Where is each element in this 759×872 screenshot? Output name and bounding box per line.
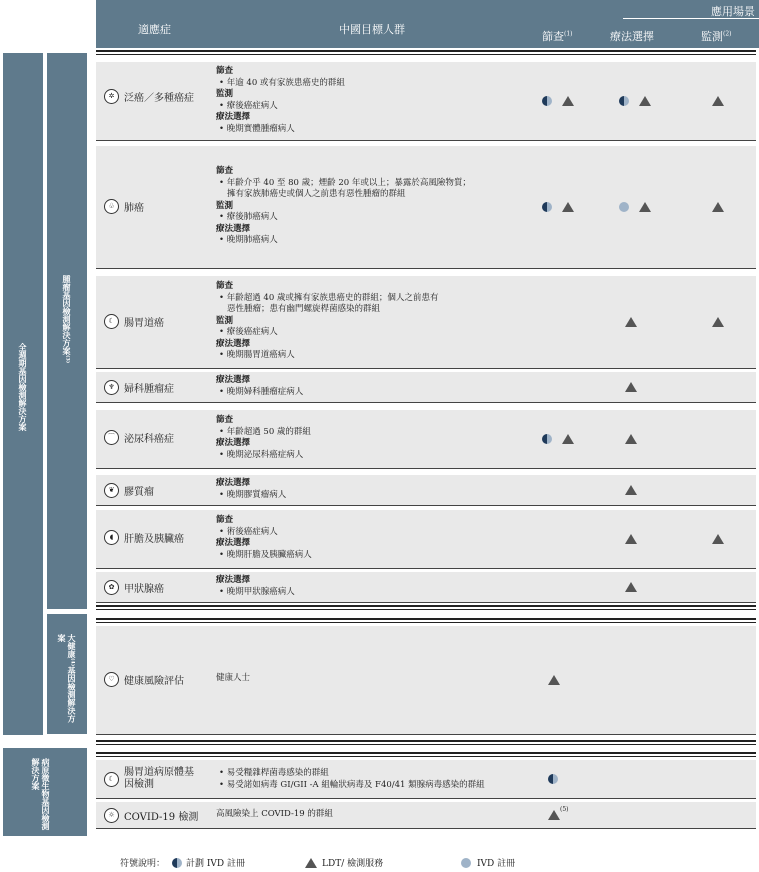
triangle-icon <box>712 317 724 327</box>
scenario-heading: 療法選擇 <box>216 112 251 122</box>
triangle-icon <box>639 202 651 212</box>
monitoring-header <box>701 28 732 44</box>
indication-cell <box>104 483 154 498</box>
triangle-icon <box>562 434 574 444</box>
table-row <box>96 146 756 269</box>
table-row <box>96 510 756 569</box>
indication-cell <box>104 199 144 214</box>
liver-icon: ◖ <box>104 530 119 545</box>
legend-ivd: IVD 註冊 <box>477 859 516 869</box>
heart-icon: ♡ <box>104 672 119 687</box>
stomach-icon: ☾ <box>104 772 119 787</box>
indication-name: 腸胃道病原體基因檢測 <box>124 767 194 790</box>
full-circle-icon <box>461 858 471 868</box>
indication-cell <box>104 767 194 791</box>
legend-title: 符號說明： <box>120 859 166 869</box>
indication-cell <box>104 808 198 823</box>
pathogen-bar <box>3 748 87 836</box>
target-group-line: • 年齡介乎 40 至 80 歲；煙齡 20 年或以上；暴露於高風險物質； <box>219 177 471 188</box>
virus-icon: ☼ <box>104 808 119 823</box>
triangle-icon <box>548 810 560 820</box>
oncology-label: 腫瘤基因檢測解決方案⁽³⁾ <box>62 275 72 364</box>
target-group-line: • 易受糧雜桿菌毒感染的群組 <box>219 768 329 778</box>
indication-name: 腸胃道癌 <box>124 318 164 329</box>
ribbon-icon: ✲ <box>104 89 119 104</box>
triangle-icon <box>712 202 724 212</box>
section-rule <box>96 752 756 757</box>
target-group-cell <box>216 281 438 362</box>
full-circle-icon <box>619 202 629 212</box>
scenario-heading: 療法選擇 <box>216 478 251 488</box>
target-group-cell <box>216 768 485 791</box>
half-circle-icon <box>619 96 629 106</box>
indication-name: 泌尿科癌症 <box>124 434 174 445</box>
target-group-line: • 年齡超過 50 歲的群組 <box>219 426 311 437</box>
legend-ldt: LDT/ 檢測服務 <box>322 859 384 869</box>
indication-cell <box>104 380 174 395</box>
target-group-cell <box>216 66 345 135</box>
screening-note: (1) <box>564 30 573 38</box>
covid-note: (5) <box>560 806 569 813</box>
scenario-heading: 療法選擇 <box>216 575 251 585</box>
brain-icon: ❦ <box>104 483 119 498</box>
legend-ivd-planned: 計劃 IVD 註冊 <box>186 859 245 869</box>
triangle-icon <box>625 382 637 392</box>
indication-name: 肺癌 <box>124 203 144 214</box>
monitoring-label: 監測 <box>701 30 723 43</box>
table-header <box>96 0 759 48</box>
section-rule <box>96 618 756 623</box>
therapy-header: 療法選擇 <box>610 30 654 43</box>
triangle-icon <box>712 96 724 106</box>
section-rule <box>96 605 756 610</box>
scenario-heading: 療法選擇 <box>216 438 251 448</box>
target-group-line: • 年齡超過 40 歲或擁有家族患癌史的群組；個人之前患有 <box>219 292 439 303</box>
target-group-line: 惡性腫瘤；患有幽門螺旋桿菌感染的群組 <box>227 304 381 314</box>
table-row <box>96 802 756 829</box>
target-group-line: • 晚期膠質瘤病人 <box>219 489 287 500</box>
target-group-cell <box>216 415 311 461</box>
health-bar <box>47 614 87 734</box>
target-group-cell <box>216 478 286 501</box>
screening-header <box>542 28 573 44</box>
scenario-heading: 療法選擇 <box>216 375 251 385</box>
target-group-line: • 晚期甲狀腺癌病人 <box>219 586 295 597</box>
scenario-heading: 療法選擇 <box>216 223 251 234</box>
target-group-line: • 療後肺癌病人 <box>219 212 278 222</box>
target-group-line: • 晚期肺癌病人 <box>219 235 278 245</box>
monitoring-note: (2) <box>723 30 732 38</box>
triangle-icon <box>548 675 560 685</box>
target-group-cell <box>216 575 295 598</box>
lung-icon: ♧ <box>104 199 119 214</box>
indication-name: 甲狀腺癌 <box>124 584 164 595</box>
target-group-line: • 晚期婦科腫瘤症病人 <box>219 386 304 397</box>
header-divider <box>623 18 759 19</box>
indication-cell <box>104 89 194 104</box>
scenario-heading: 篩查 <box>216 415 234 425</box>
kidney-icon: ⌒ <box>104 430 119 445</box>
target-group-line: 高風險染上 COVID-19 的群組 <box>216 809 333 819</box>
scenario-heading: 篩查 <box>216 66 234 76</box>
target-group-line: • 晚期肝膽及胰臟癌病人 <box>219 549 312 560</box>
scenario-heading: 篩查 <box>216 515 234 525</box>
target-group-cell <box>216 375 303 398</box>
triangle-icon <box>305 858 317 868</box>
table-row <box>96 572 756 603</box>
full-cycle-label: 全週期基因檢測解決方案 <box>18 343 28 431</box>
table-row <box>96 62 756 141</box>
stomach-icon: ☾ <box>104 314 119 329</box>
indication-header: 適應症 <box>138 23 171 36</box>
scenario-heading: 監測 <box>216 315 234 326</box>
section-rule <box>96 740 756 745</box>
target-group-cell <box>216 809 333 821</box>
triangle-icon <box>625 534 637 544</box>
target-group-header: 中國目標人群 <box>339 23 405 36</box>
full-cycle-bar <box>3 53 43 735</box>
half-circle-icon <box>542 202 552 212</box>
triangle-icon <box>625 434 637 444</box>
oncology-bar <box>47 53 87 609</box>
health-label: 大健康⁽⁴⁾基因檢測解決方案 <box>57 634 77 723</box>
triangle-icon <box>625 485 637 495</box>
scenario-heading: 監測 <box>216 200 234 211</box>
target-group-line: • 晚期實體腫瘤病人 <box>219 123 295 134</box>
triangle-icon <box>562 96 574 106</box>
indication-name: COVID-19 檢測 <box>124 812 199 823</box>
triangle-icon <box>712 534 724 544</box>
indication-name: 健康風險評估 <box>124 676 184 687</box>
target-group-line: • 療後癌症病人 <box>219 327 278 337</box>
triangle-icon <box>625 582 637 592</box>
triangle-icon <box>625 317 637 327</box>
target-group-line: 健康人士 <box>216 673 251 683</box>
scenario-heading: 療法選擇 <box>216 338 251 349</box>
target-group-cell <box>216 673 250 685</box>
indication-name: 婦科腫瘤症 <box>124 384 174 395</box>
uterus-icon: ♆ <box>104 380 119 395</box>
triangle-icon <box>562 202 574 212</box>
half-circle-icon <box>542 434 552 444</box>
indication-cell <box>104 314 164 329</box>
table-row <box>96 276 756 369</box>
table-row <box>96 760 756 799</box>
target-group-line: 擁有家族肺癌史或個人之前患有惡性腫瘤的群組 <box>227 189 406 199</box>
screening-label: 篩查 <box>542 30 564 43</box>
triangle-icon <box>639 96 651 106</box>
indication-name: 膠質瘤 <box>124 487 154 498</box>
scenario-heading: 篩查 <box>216 281 234 291</box>
target-group-cell <box>216 166 471 247</box>
indication-name: 泛癌／多種癌症 <box>124 93 194 104</box>
table-row <box>96 372 756 403</box>
table-row <box>96 410 756 469</box>
indication-cell <box>104 580 164 595</box>
section-rule <box>96 50 756 55</box>
target-group-line: • 療後癌症病人 <box>219 100 278 111</box>
table-row <box>96 475 756 506</box>
half-circle-icon <box>542 96 552 106</box>
indication-cell <box>104 530 184 545</box>
half-circle-icon <box>172 858 182 868</box>
indication-name: 肝膽及胰臟癌 <box>124 534 184 545</box>
indication-cell <box>104 430 174 445</box>
half-circle-icon <box>548 774 558 784</box>
target-group-line: • 晚期泌尿科癌症病人 <box>219 449 304 460</box>
thyroid-icon: ✿ <box>104 580 119 595</box>
target-group-line: • 易受諾如病毒 GI/GII -A 組輪狀病毒及 F40/41 類腺病毒感染的群組 <box>219 779 485 790</box>
scenario-heading: 療法選擇 <box>216 538 251 548</box>
scenario-header: 應用場景 <box>711 5 755 18</box>
scenario-heading: 監測 <box>216 89 234 99</box>
target-group-line: • 晚期腸胃道癌病人 <box>219 350 295 360</box>
target-group-line: • 術後癌症病人 <box>219 526 278 537</box>
indication-cell <box>104 672 184 687</box>
table-row <box>96 626 756 735</box>
pathogen-label: 病原微生物基因檢測解決方案 <box>31 758 51 830</box>
target-group-cell <box>216 515 312 561</box>
target-group-line: • 年逾 40 或有家族患癌史的群組 <box>219 77 345 88</box>
scenario-heading: 篩查 <box>216 166 234 176</box>
